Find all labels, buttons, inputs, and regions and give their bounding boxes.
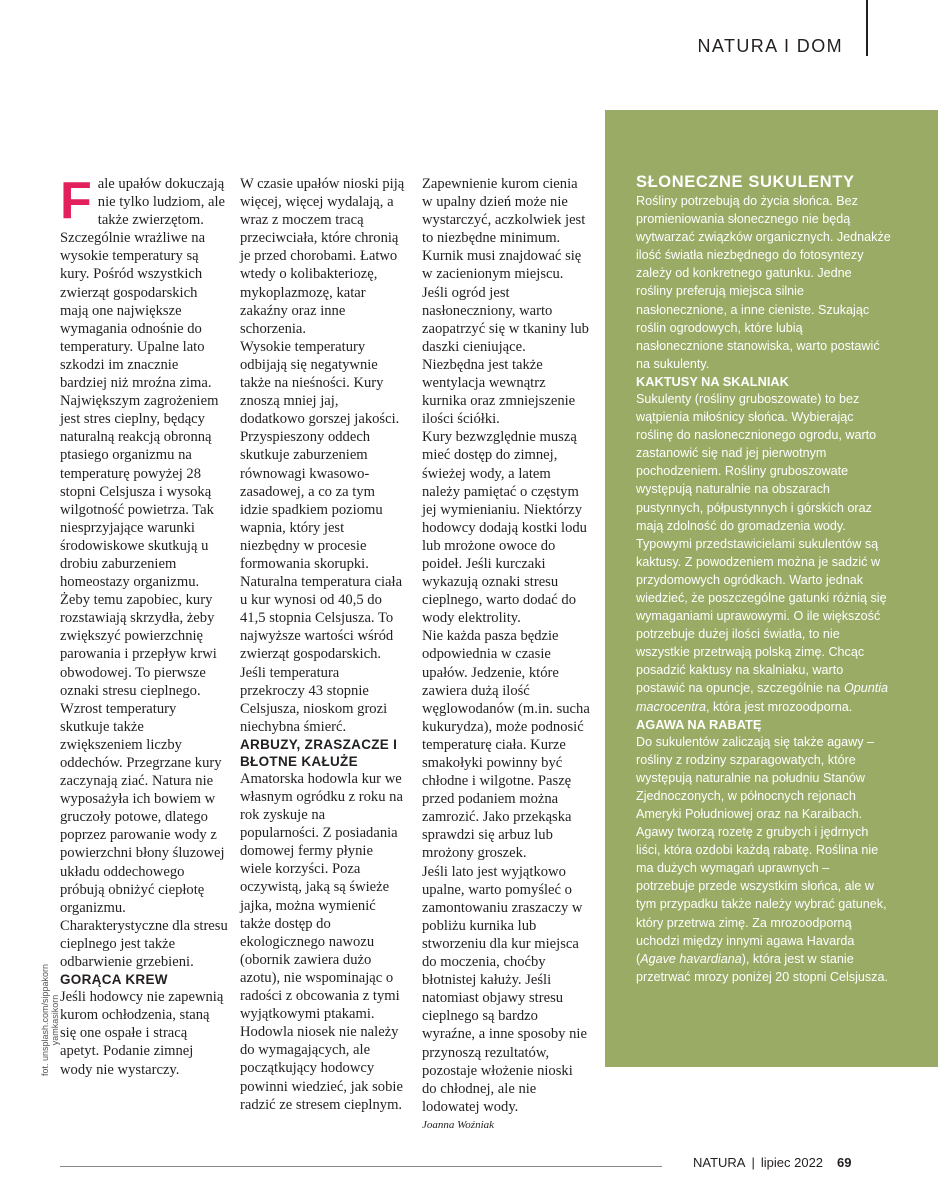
- species-name: Agave havardiana: [640, 951, 742, 966]
- article-column-3: [422, 175, 590, 1134]
- page-number: 69: [837, 1155, 852, 1170]
- sidebar-box: [605, 110, 938, 1067]
- footer-separator: |: [751, 1155, 755, 1170]
- dropcap: F: [60, 172, 92, 230]
- section-rule: [866, 0, 868, 56]
- footer-issue: lipiec 2022: [760, 1155, 824, 1170]
- sidebar-paragraph: Sukulenty (rośliny gruboszowate) to bez wątpienia miłośnicy słońca. Wybierając roślinę do nasłonecznionego ogrodu, warto zastanowić się nad jej pierwotnym pochodzeniem. Rośliny gruboszowate występują naturalnie na obszarach pustynnych, półpustynnych i górskich oraz mają zdolność do gromadzenia wody. Typowymi przedstawicielami sukulentów są kaktusy. Z powodzeniem można je sadzić w przydomowych ogródkach. Warto jednak wiedzieć, że poszczególne gatunki różnią się wymaganiami uprawowymi. O ile większość potrzebuje dużej ilości światła, to nie wszystkie przetrwają polską zimę. Chcąc posadzić kaktusy na skalniaku, warto postawić na opuncje, szczególnie na Opuntia macrocentra, która jest mrozoodporna.: [636, 391, 889, 714]
- author-signature: Joanna Woźniak: [422, 1118, 495, 1131]
- footer-magazine: NATURA: [693, 1155, 746, 1170]
- sidebar-content: [636, 172, 891, 986]
- paragraph: Nie każda pasza będzie odpowiednia w czasie upałów. Jedzenie, które zawiera dużą ilość węglowodanów (m.in. sucha kukurydza), może podnosić temperaturę ciała. Kurze smakołyki powinny być chłodne i wilgotne. Paszę przed podaniem można zamrozić. Jako przekąska sprawdzi się arbuz lub mrożony groszek.: [422, 628, 590, 862]
- paragraph: Jeśli lato jest wyjątkowo upalne, warto pomyśleć o zamontowaniu zraszaczy w pobliżu kurnika lub stworzeniu dla kur miejsca do moczenia, choćby błotnistej kałuży. Jeśli natomiast objawy stresu cieplnego są bardzo wyraźne, a inne sposoby nie przynoszą rezultatów, pozostaje włożenie nioski do chłodnej, ale nie lodowatej wody.: [422, 863, 587, 1115]
- article-column-1: [60, 172, 228, 1079]
- paragraph: Kury bezwzględnie muszą mieć dostęp do zimnej, świeżej wody, a latem należy pamiętać o częstym jej wymienianiu. Niektórzy hodowcy dodają kostki lodu lub mrożone owoce do poideł. Jeśli kurczaki wykazują oznaki stresu cieplnego, warto dodać do wody elektrolity.: [422, 429, 587, 627]
- paragraph: Wysokie temperatury odbijają się negatywnie także na nieśności. Kury znoszą mniej jaj, dodatkowo gorszej jakości. Przyspieszony oddech skutkuje zaburzeniem równowagi kwasowo-zasadowej, a co za tym idzie spadkiem poziomu wapnia, który jest niezbędny w procesie formowania skorupki.: [240, 338, 400, 572]
- subheading: GORĄCA KREW: [60, 972, 168, 988]
- footer-rule: [60, 1166, 662, 1167]
- paragraph: Amatorska hodowla kur we własnym ogródku z roku na rok zyskuje na popularności. Z posiadania domowej fermy płynie wiele korzyści. Poza oczywistą, jaką są świeże jajka, można wymienić także dostęp do ekologicznego nawozu (obornik zawiera dużo azotu), nie wspominając o radości z obcowania z tymi wyjątkowymi ptakami. Hodowla niosek nie należy do wymagających, ale początkujący hodowcy powinni wiedzieć, jak sobie radzić ze stresem cieplnym.: [240, 770, 403, 1113]
- sidebar-title: SŁONECZNE SUKULENTY: [636, 173, 855, 191]
- section-title: NATURA I DOM: [697, 36, 843, 56]
- paragraph: Jeśli hodowcy nie zapewnią kurom ochłodzenia, staną się one ospałe i stracą apetyt. Podanie zimnej wody nie wystarczy.: [60, 989, 224, 1078]
- footer: [693, 1155, 852, 1170]
- article-column-2: [240, 175, 405, 1114]
- photo-credit: fot. unsplash.com/sippakorn yamkasikorn: [40, 963, 60, 1077]
- paragraph: Naturalna temperatura ciała u kur wynosi od 40,5 do 41,5 stopnia Celsjusza. To najwyższe wartości wśród zwierząt gospodarskich. Jeśli temperatura przekroczy 43 stopnie Celsjusza, nioskom grozi niechybna śmierć.: [240, 574, 403, 735]
- sidebar-subheading: KAKTUSY NA SKALNIAK: [636, 373, 789, 389]
- paragraph: Żeby temu zapobiec, kury rozstawiają skrzydła, żeby zwiększyć powierzchnię parowania i przepływ krwi obwodowej. To pierwsze oznaki stresu cieplnego. Wzrost temperatury skutkuje także zwiększeniem liczby oddechów. Przegrzane kury zaczynają ziać. Natura nie wyposażyła ich bowiem w gruczoły potowe, dlatego poprzez parowanie wody z powierzchni błony śluzowej układu oddechowego próbują obniżyć ciepłotę organizmu. Charakterystyczne dla stresu cieplnego jest także odbarwienie grzebieni.: [60, 592, 228, 971]
- sidebar-subheading: AGAWA NA RABATĘ: [636, 716, 762, 732]
- species-name: Opuntia macrocentra: [636, 681, 889, 714]
- sidebar-intro: Rośliny potrzebują do życia słońca. Bez promieniowania słonecznego nie będą wytwarzać związków organicznych. Jednakże ilość światła niezbędnego do fotosyntezy zależy od konkretnego gatunku. Jedne rośliny preferują miejsca silnie nasłonecznione, a inne cieniste. Szukając roślin ogrodowych, które lubią nasłonecznione stanowiska, warto postawić na sukulenty.: [636, 194, 891, 371]
- paragraph: Zapewnienie kurom cienia w upalny dzień może nie wystarczyć, aczkolwiek jest to niezbędne minimum. Kurnik musi znajdować się w zacienionym miejscu. Jeśli ogród jest nasłoneczniony, warto zaopatrzyć się w tkaniny lub daszki cieniujące. Niezbędna jest także wentylacja wewnątrz kurnika oraz zmniejszenie ilości ściółki.: [422, 176, 589, 428]
- sidebar-paragraph: Do sukulentów zaliczają się także agawy – rośliny z rodziny szparagowatych, które występują naturalnie na południu Stanów Zjednoczonych, w północnych rejonach Ameryki Południowej oraz na Karaibach. Agawy tworzą rozetę z grubych i jędrnych liści, która ozdobi każdą rabatę. Roślina nie ma dużych wymagań uprawnych – potrzebuje przede wszystkim słońca, ale w tym przypadku także należy wybrać gatunek, który przetrwa zimę. Za mrozoodporną uchodzi między innymi agawa Havarda (Agave havardiana), która jest w stanie przetrwać mrozy poniżej 20 stopni Celsjusza.: [636, 734, 888, 984]
- intro-paragraph: Fale upałów dokuczają nie tylko ludziom, ale także zwierzętom. Szczególnie wrażliwe na wysokie temperatury są kury. Pośród wszystkich zwierząt gospodarskich mają one największe wymagania odnośnie do temperatury. Upalne lato szkodzi im znacznie bardziej niż mroźna zima. Największym zagrożeniem jest stres cieplny, będący naturalną reakcją obronną ptasiego organizmu na temperaturę powyżej 28 stopni Celsjusza i wysoką wilgotność powietrza. Tak niesprzyjające warunki środowiskowe skutkują u drobiu zaburzeniem homeostazy organizmu.: [60, 172, 226, 591]
- subheading: ARBUZY, ZRASZACZE I BŁOTNE KAŁUŻE: [240, 736, 398, 769]
- paragraph: W czasie upałów nioski piją więcej, więcej wydalają, a wraz z moczem tracą przeciwciała, które chronią je przed chorobami. Łatwo wtedy o kolibakteriozę, mykoplazmozę, katar zakaźny oraz inne schorzenia.: [240, 176, 405, 337]
